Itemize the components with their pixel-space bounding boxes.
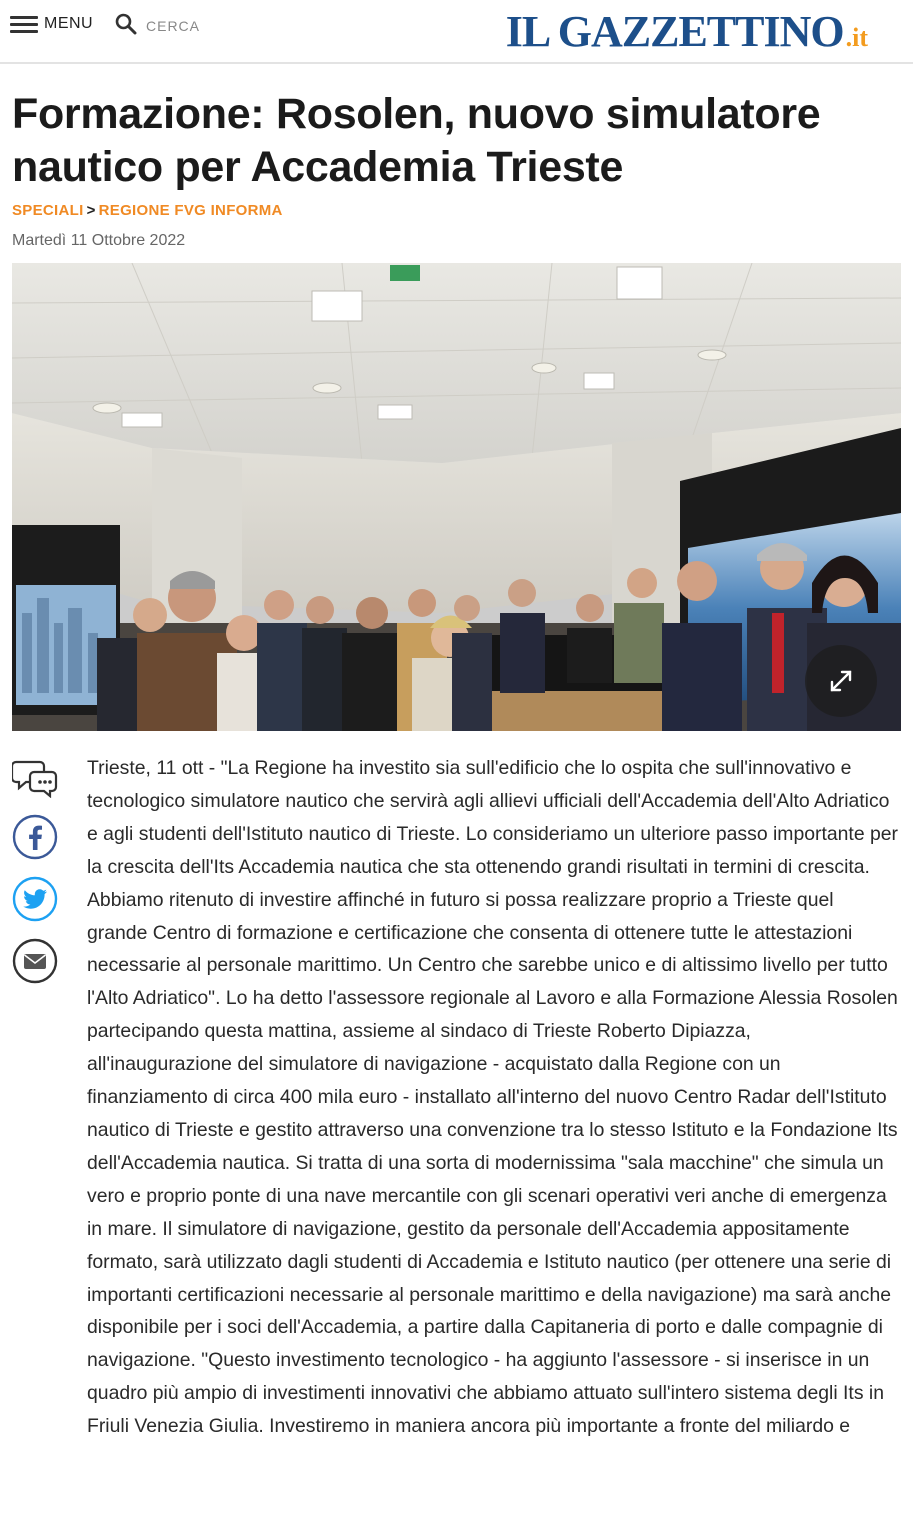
share-bar — [12, 752, 62, 1000]
twitter-icon[interactable] — [12, 876, 58, 922]
article-body: Trieste, 11 ott - "La Regione ha investito sia sull'edificio che lo ospita che sull'innovativo e tecnologico simulatore nautico che servirà agli allievi ufficiali dell'Accademia dell'Alto Adriatico e agli studenti dell'Istituto nautico di Trieste. Lo consideriamo un ulteriore passo importante per la crescita dell'Its Accademia nautica che sta ottenendo grandi risultati in termini di crescita. Abbiamo ritenuto di investire affinché in futuro si possa realizzare proprio a Trieste quel grande Centro di formazione e certificazione che consenta di ottenere tutte le attestazioni necessarie al personale marittimo. Un Centro che sarebbe unico e di altissimo livello per tutto l'Alto Adriatico". Lo ha detto l'assessore regionale al Lavoro e alla Formazione Alessia Rosolen partecipando questa mattina, assieme al sindaco di Trieste Roberto Dipiazza, all'inaugurazione del simulatore di navigazione - acquistato dalla Regione con un finanziamento di circa 400 mila euro - installato all'interno del nuovo Centro Radar dell'Istituto nautico di Trieste e gestito attraverso una convenzione tra lo stesso Istituto e la Fondazione Its dell'Accademia nautica. Si tratta di una sorta di modernissima "sala macchine" che simula un vero e proprio ponte di una nave mercantile con gli scenari operativi veri anche di emergenza in mare. Il simulatore di navigazione, gestito da personale dell'Accademia appositamente formato, sarà utilizzato dagli studenti di Accademia e Istituto nautico (per ottenere una serie di importanti certificazioni necessarie al personale marittimo e della navigazione) ma sarà anche disponibile per i soci dell'Accademia, a partire dalla Capitaneria di porto e dalle compagnie di navigazione. "Questo investimento tecnologico - ha aggiunto l'assessore - si inserisce in un quadro più ampio di investimenti innovativi che abbiamo attuato sull'intero sistema degli Its in Friuli Venezia Giulia. Investiremo in maniera ancora più importante a fronte del miliardo e — [87, 757, 899, 1438]
logo-tld: .it — [845, 23, 868, 52]
breadcrumb-subsection-link[interactable]: REGIONE FVG INFORMA — [98, 202, 283, 219]
breadcrumb-separator: > — [86, 202, 96, 219]
breadcrumb — [12, 202, 283, 219]
search-button[interactable] — [114, 12, 200, 36]
email-icon[interactable] — [12, 938, 58, 984]
hamburger-icon — [10, 14, 38, 34]
site-header — [0, 0, 913, 64]
site-logo[interactable] — [506, 6, 868, 57]
search-label: CERCA — [146, 18, 201, 34]
breadcrumb-section-link[interactable]: SPECIALI — [12, 202, 84, 219]
article-date: Martedì 11 Ottobre 2022 — [12, 232, 186, 249]
menu-button[interactable] — [10, 14, 93, 34]
expand-icon — [826, 666, 856, 696]
search-icon — [114, 12, 138, 36]
menu-label: MENU — [44, 15, 94, 32]
logo-text: IL GAZZETTINO — [505, 7, 844, 56]
facebook-icon[interactable] — [12, 814, 58, 860]
expand-photo-button[interactable] — [805, 645, 877, 717]
article-title: Formazione: Rosolen, nuovo simulatore nautico per Accademia Trieste — [12, 90, 821, 191]
comments-icon[interactable] — [12, 752, 58, 798]
article-photo[interactable] — [12, 263, 901, 731]
photo-illustration — [12, 263, 901, 731]
